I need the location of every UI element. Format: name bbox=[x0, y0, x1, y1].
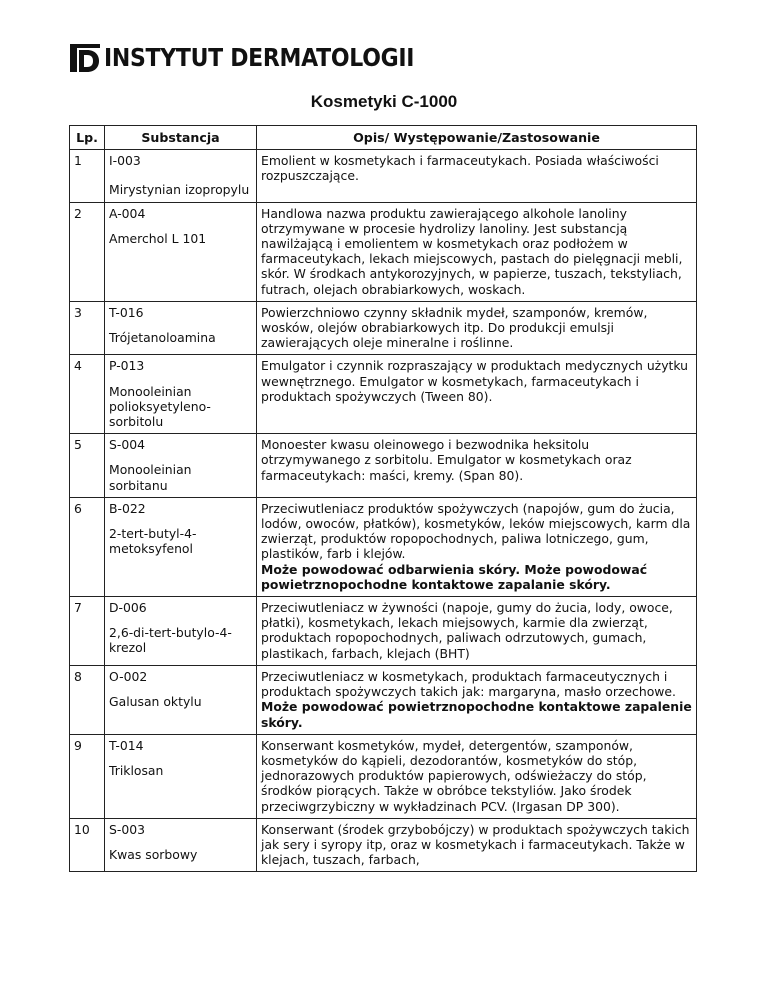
substance-cell bbox=[105, 150, 257, 202]
table-row bbox=[70, 301, 697, 355]
description-cell bbox=[257, 734, 697, 818]
header-lp: Lp. bbox=[70, 126, 105, 150]
row-number: 10 bbox=[70, 818, 105, 872]
substance-name: Triklosan bbox=[109, 762, 164, 778]
substance-cell bbox=[105, 734, 257, 818]
description-text: Emolient w kosmetykach i farmaceutykach. Posiada właściwości rozpuszczające. bbox=[261, 153, 659, 184]
table-row bbox=[70, 734, 697, 818]
table-row bbox=[70, 355, 697, 434]
description-cell bbox=[257, 597, 697, 666]
description-cell bbox=[257, 301, 697, 355]
description-text: Powierzchniowo czynny składnik mydeł, szamponów, kremów, wosków, olejów obrabiarkowych itp. Do produkcji emulsji zawierających oleje mineralne i roślinne. bbox=[261, 304, 648, 351]
substance-name: Monooleinian sorbitanu bbox=[109, 462, 192, 493]
row-number: 3 bbox=[70, 301, 105, 355]
row-number: 9 bbox=[70, 734, 105, 818]
table-row bbox=[70, 597, 697, 666]
logo-text: INSTYTUT DERMATOLOGII bbox=[104, 43, 415, 73]
substances-table bbox=[69, 125, 697, 872]
substance-code: O-002 bbox=[109, 668, 148, 684]
description-text: Przeciwutleniacz produktów spożywczych (napojów, gum do żucia, lodów, owoców, płatków), kosmetyków, leków miejscowych, karm dla zwierząt, produktów ropopochodnych, paliwa lotniczego, gum, plastików, farb i klejów. bbox=[261, 500, 691, 562]
table-header-row bbox=[70, 126, 697, 150]
substance-code: I-003 bbox=[109, 153, 141, 169]
warning-text: Może powodować powietrznopochodne kontaktowe zapalenie skóry. bbox=[261, 699, 692, 730]
row-number: 4 bbox=[70, 355, 105, 434]
substance-cell bbox=[105, 355, 257, 434]
substance-code: T-016 bbox=[109, 304, 144, 320]
description-cell bbox=[257, 434, 697, 498]
table-row bbox=[70, 818, 697, 872]
description-text: Przeciwutleniacz w żywności (napoje, gumy do żucia, lody, owoce, płatki), kosmetykach, lekach miejsowych, karmie dla zwierząt, produktach ropopochodnych, paliwach odrzutowych, gumach, plastikach, farbach, klejach (BHT) bbox=[261, 600, 673, 661]
substance-name: Mirystynian izopropylu bbox=[109, 182, 250, 198]
substance-name: Monooleinian polioksyetyleno-sorbitolu bbox=[109, 383, 211, 430]
row-number: 8 bbox=[70, 665, 105, 734]
row-number: 7 bbox=[70, 597, 105, 666]
table-row bbox=[70, 497, 697, 596]
substance-name: Trójetanoloamina bbox=[109, 330, 216, 346]
description-cell bbox=[257, 665, 697, 734]
substance-cell bbox=[105, 665, 257, 734]
substance-name: 2,6-di-tert-butylo-4-krezol bbox=[109, 625, 232, 656]
description-text: Emulgator i czynnik rozpraszający w produktach medycznych użytku wewnętrznego. Emulgator w kosmetykach, farmaceutykach i produktach spożywczych (Tween 80). bbox=[261, 358, 689, 404]
header-description: Opis/ Występowanie/Zastosowanie bbox=[257, 126, 697, 150]
substance-cell bbox=[105, 497, 257, 596]
row-number: 5 bbox=[70, 434, 105, 498]
description-text: Przeciwutleniacz w kosmetykach, produktach farmaceutycznych i produktach spożywczych takich jak: margaryna, masło orzechowe. bbox=[261, 668, 676, 700]
substance-name: Kwas sorbowy bbox=[109, 846, 198, 862]
row-number: 1 bbox=[70, 150, 105, 202]
substance-code: S-003 bbox=[109, 821, 145, 837]
substance-name: Amerchol L 101 bbox=[109, 230, 207, 246]
substance-code: A-004 bbox=[109, 205, 146, 221]
description-cell bbox=[257, 818, 697, 872]
description-cell bbox=[257, 355, 697, 434]
substance-code: B-022 bbox=[109, 500, 146, 516]
substance-cell bbox=[105, 202, 257, 301]
table-row bbox=[70, 150, 697, 202]
description-text: Konserwant (środek grzybobójczy) w produktach spożywczych takich jak sery i syropy itp, oraz w kosmetykach i farmaceutykach. Także w klejach, tuszach, farbach, bbox=[261, 821, 690, 868]
row-number: 2 bbox=[70, 202, 105, 301]
table-row bbox=[70, 665, 697, 734]
warning-text: Może powodować odbarwienia skóry. Może powodować powietrznopochodne kontaktowe zapalanie skóry. bbox=[261, 561, 648, 592]
description-cell bbox=[257, 150, 697, 202]
table-row bbox=[70, 434, 697, 498]
description-text: Konserwant kosmetyków, mydeł, detergentów, szamponów, kosmetyków do kąpieli, dezodorantów, kosmetyków do stóp, jednorazowych produktów papierowych, odświeżaczy do stóp, środków piorących. Także w obróbce tekstyliów. Jako środek przeciwgrzybiczny w wykładzinach PCV. (Irgasan DP 300). bbox=[261, 737, 647, 814]
substance-code: P-013 bbox=[109, 358, 145, 374]
description-text: Monoester kwasu oleinowego i bezwodnika heksitolu otrzymywanego z sorbitolu. Emulgator w kosmetykach oraz farmaceutykach: maści, kremy. (Span 80). bbox=[261, 437, 632, 483]
substance-name: 2-tert-butyl-4-metoksyfenol bbox=[109, 526, 197, 557]
table-row bbox=[70, 202, 697, 301]
substance-name: Galusan oktylu bbox=[109, 694, 202, 710]
substance-cell bbox=[105, 434, 257, 498]
substance-cell bbox=[105, 818, 257, 872]
id-monogram-icon bbox=[70, 44, 100, 72]
document-title: Kosmetyki C-1000 bbox=[310, 92, 458, 111]
row-number: 6 bbox=[70, 497, 105, 596]
description-cell bbox=[257, 497, 697, 596]
substance-cell bbox=[105, 597, 257, 666]
header-substance: Substancja bbox=[105, 126, 257, 150]
substance-code: T-014 bbox=[109, 737, 144, 753]
substance-code: D-006 bbox=[109, 600, 147, 616]
description-cell bbox=[257, 202, 697, 301]
description-text: Handlowa nazwa produktu zawierającego alkohole lanoliny otrzymywane w procesie hydrolizy lanoliny. Jest substancją nawilżającą i emolientem w kosmetykach oraz podłożem w farmaceutykach, lekach miejscowych, pastach do pielęgnacji mebli, skór. W środkach antykorozyjnych, w papierze, tuszach, tekstyliach, futrach, olejach obrabiarkowych, woskach. bbox=[261, 205, 683, 297]
substance-cell bbox=[105, 301, 257, 355]
substance-code: S-004 bbox=[109, 437, 145, 453]
institute-logo bbox=[70, 44, 414, 72]
